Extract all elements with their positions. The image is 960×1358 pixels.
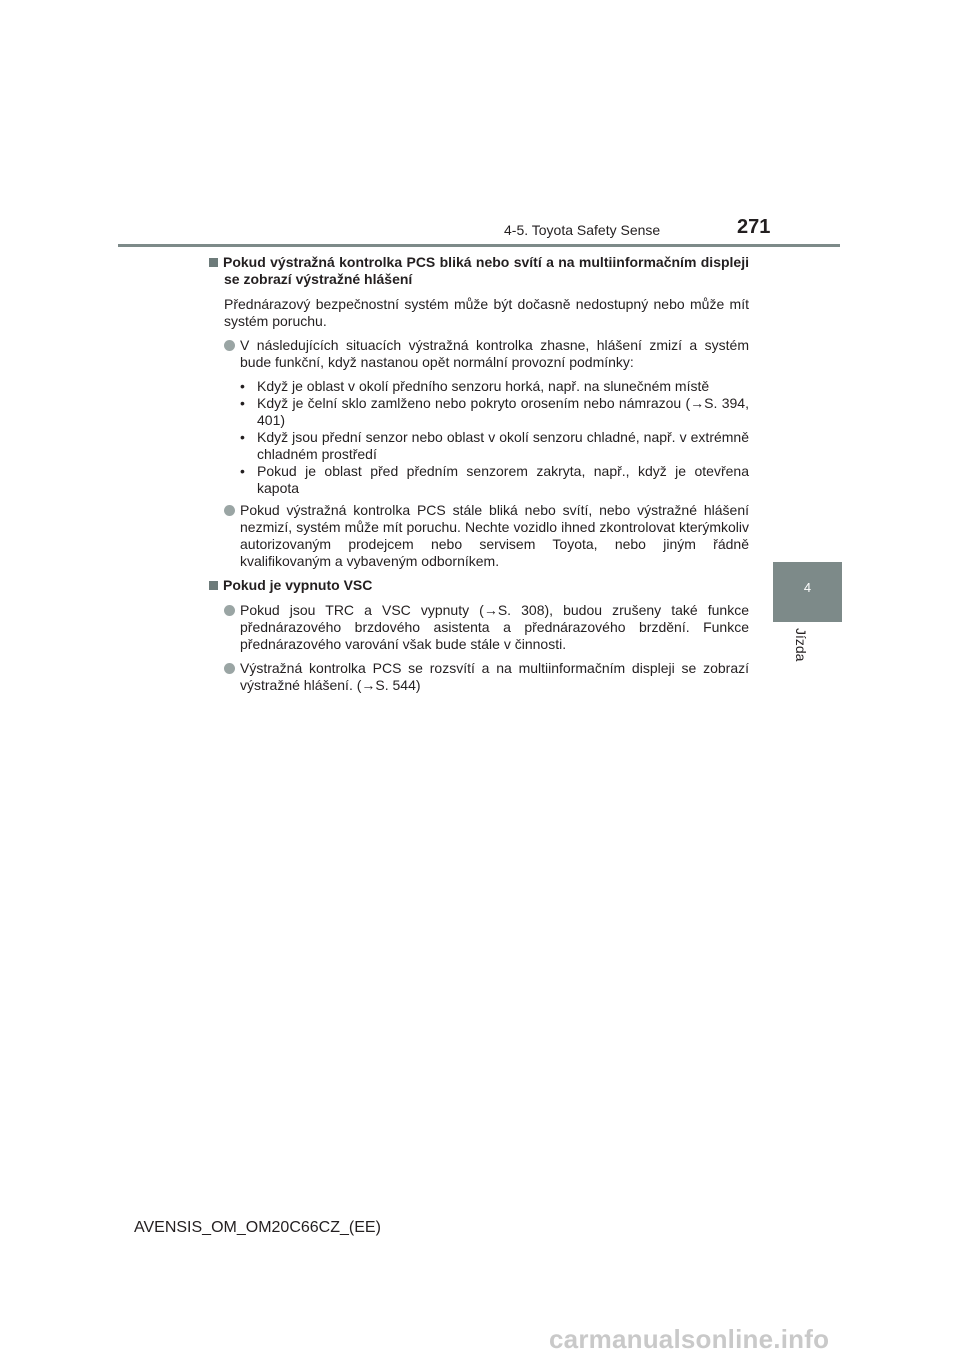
section-heading-pcs-warning [209,254,749,288]
circle-bullet-icon [224,605,235,616]
condition-item: • Pokud je oblast před předním senzorem zakryta, např., když je otevřena kapota [240,463,749,497]
manual-code: AVENSIS_OM_OM20C66CZ_(EE) [134,1219,381,1236]
section-heading-text: Pokud výstražná kontrolka PCS bliká nebo svítí a na multiinformačním displeji se zobrazí výstražné hlášení [223,254,749,287]
chapter-tab [773,562,842,622]
condition-list [240,378,749,497]
circle-bullet-icon [224,663,235,674]
section-heading-text: Pokud je vypnuto VSC [223,577,373,593]
chapter-tab-label: Jízda [793,628,809,662]
header-section-title: 4-5. Toyota Safety Sense [504,222,661,238]
condition-item: • Když je oblast v okolí předního senzoru horká, např. na slunečném místě [240,378,749,395]
section-intro: Přednárazový bezpečnostní systém může být dočasně nedostupný nebo může mít systém poruchu. [224,296,749,329]
circle-bullet-icon [224,505,235,516]
list-item [224,337,749,371]
square-bullet-icon [209,258,218,267]
list-item [224,660,749,694]
square-bullet-icon [209,581,218,590]
condition-item: • Když jsou přední senzor nebo oblast v okolí senzoru chladné, např. v extrémně chladném prostředí [240,429,749,463]
circle-bullet-icon [224,340,235,351]
section-heading-vsc-off [209,577,749,594]
header-divider [118,244,840,247]
list-item [224,602,749,653]
list-item-text: V následujících situacích výstražná kontrolka zhasne, hlášení zmizí a systém bude funkční, když nastanou opět normální provozní podmínky: [240,337,749,370]
page-number: 271 [737,216,771,238]
condition-item: • Když je čelní sklo zamlženo nebo pokryto orosením nebo námrazou (→S. 394, 401) [240,395,749,429]
chapter-tab-number: 4 [803,580,812,595]
watermark: carmanualsonline.info [549,1324,830,1354]
list-item-text: Pokud jsou TRC a VSC vypnuty (→S. 308), budou zrušeny také funkce přednárazového brzdového asistenta a přednárazového brzdění. Funkce přednárazového varování však bude stále v činnosti. [240,602,749,652]
list-item-text: Pokud výstražná kontrolka PCS stále bliká nebo svítí, nebo výstražné hlášení nezmizí, systém může mít poruchu. Nechte vozidlo ihned zkontrolovat kterýmkoliv autorizovaným prodejcem nebo servisem Toyota, nebo jiným řádně kvalifikovaným a vybaveným odborníkem. [240,502,749,569]
list-item-text: Výstražná kontrolka PCS se rozsvítí a na multiinformačním displeji se zobrazí výstražné hlášení. (→S. 544) [240,660,749,693]
page-content [209,254,749,701]
list-item [224,502,749,570]
